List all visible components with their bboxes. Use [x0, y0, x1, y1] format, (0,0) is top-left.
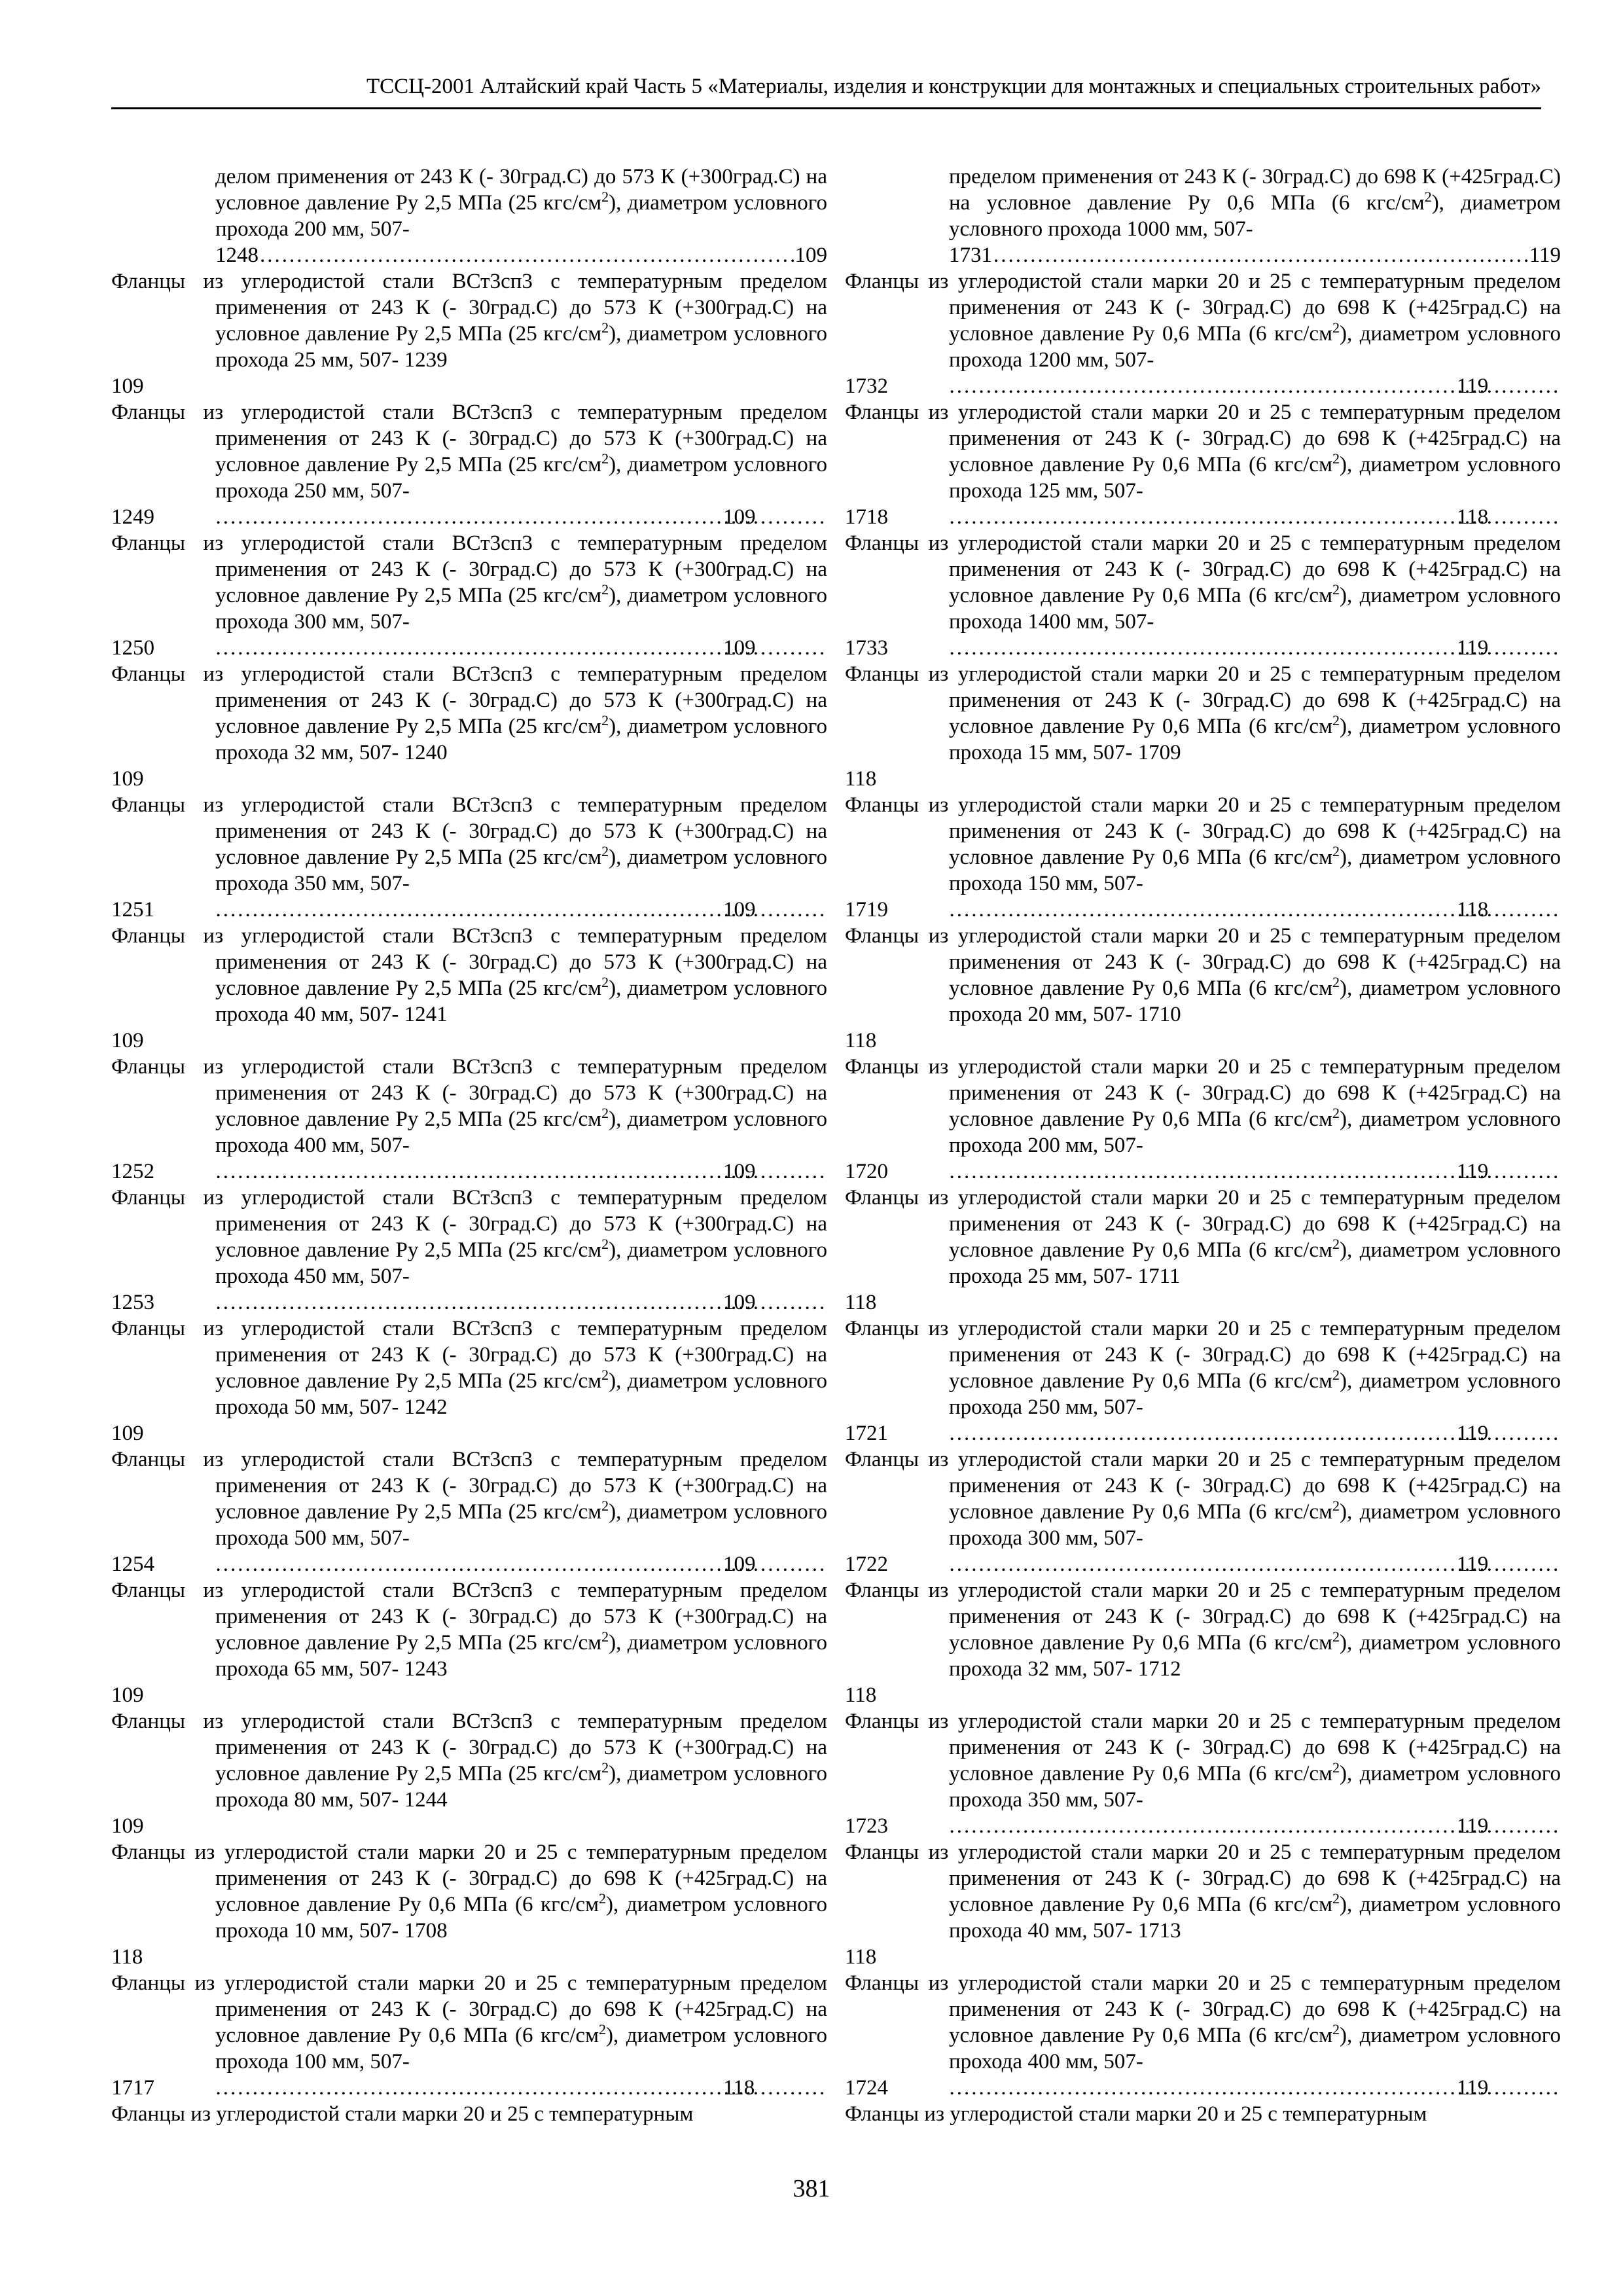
entry-code: 1731	[949, 243, 992, 267]
entry-reference: 1719 ..... 118	[949, 897, 1561, 923]
entry-reference	[215, 242, 827, 268]
index-column-right	[845, 164, 1561, 2127]
entry-text: Фланцы из углеродистой стали ВСт3сп3 с температурным пределом применения от 243 К (- 30град.С) до 573 К (+300град.С) на условное давление Ру 2,5 МПа (25 кгс/см	[111, 1448, 827, 1524]
superscript: 2	[601, 581, 609, 598]
entry-text-rest: ), диаметром условного прохода 125 мм, 507-	[949, 453, 1561, 503]
entry-text: Фланцы из углеродистой стали марки 20 и 25 с температурным	[111, 2102, 694, 2126]
entry-reference	[949, 242, 1561, 268]
index-entry	[111, 399, 827, 530]
entry-text: Фланцы из углеродистой стали марки 20 и 25 с температурным пределом применения от 243 К (- 30град.С) до 698 К (+425град.С) на условное давление Ру 0,6 МПа (6 кгс/см	[845, 531, 1561, 607]
entry-text-rest: ), диаметром условного прохода 32 мм, 507- 1240	[215, 715, 828, 764]
entry-reference	[111, 1944, 827, 1970]
entry-text-rest: ), диаметром условного прохода 300 мм, 507-	[949, 1500, 1561, 1550]
superscript: 2	[1332, 843, 1340, 859]
superscript: 2	[1332, 712, 1340, 728]
superscript: 2	[1332, 319, 1340, 336]
index-entry	[111, 1316, 827, 1446]
entry-page: 118	[111, 1945, 143, 1969]
index-entry	[845, 530, 1561, 661]
index-entry	[111, 661, 827, 792]
index-entry	[845, 2101, 1561, 2127]
entry-text: Фланцы из углеродистой стали марки 20 и 25 с температурным пределом применения от 243 К (- 30град.С) до 698 К (+425град.С) на условное давление Ру 0,6 МПа (6 кгс/см	[845, 270, 1561, 346]
entry-reference	[111, 373, 827, 399]
superscript: 2	[601, 974, 609, 990]
entry-text: Фланцы из углеродистой стали ВСт3сп3 с температурным пределом применения от 243 К (- 30град.С) до 573 К (+300град.С) на условное давление Ру 2,5 МПа (25 кгс/см	[111, 793, 827, 869]
entry-text: Фланцы из углеродистой стали марки 20 и 25 с температурным пределом применения от 243 К (- 30град.С) до 698 К (+425град.С) на условное давление Ру 0,6 МПа (6 кгс/см	[845, 793, 1561, 869]
entry-text-rest: ), диаметром условного прохода 500 мм, 507-	[215, 1500, 828, 1550]
entry-text-rest: ), диаметром условного прохода 300 мм, 507-	[215, 584, 828, 634]
index-entry	[111, 1054, 827, 1185]
entry-text: Фланцы из углеродистой стали ВСт3сп3 с температурным пределом применения от 243 К (- 30град.С) до 573 К (+300град.С) на условное давление Ру 2,5 МПа (25 кгс/см	[111, 924, 827, 1000]
entry-reference: 1253 ..... 109	[215, 1289, 827, 1316]
entry-page: 118	[845, 1945, 877, 1969]
entry-text-rest: ), диаметром условного прохода 450 мм, 507-	[215, 1238, 828, 1288]
index-entry	[111, 1185, 827, 1316]
entry-reference: 1249 ..... 109	[215, 504, 827, 530]
index-entry	[845, 164, 1561, 268]
entry-text-rest: ), диаметром условного прохода 400 мм, 507-	[215, 1107, 828, 1157]
entry-reference	[845, 1682, 1561, 1708]
index-entry	[845, 1054, 1561, 1185]
entry-reference	[845, 1028, 1561, 1054]
superscript: 2	[601, 1105, 609, 1121]
superscript: 2	[1332, 1498, 1340, 1514]
entry-page: 109	[111, 374, 144, 398]
entry-reference: 1733 ..... 119	[949, 635, 1561, 661]
entry-reference: 1722 ..... 119	[949, 1551, 1561, 1577]
entry-reference	[845, 1289, 1561, 1316]
index-column-left	[111, 164, 827, 2127]
superscript: 2	[1332, 1105, 1340, 1121]
entry-text: Фланцы из углеродистой стали марки 20 и 25 с температурным пределом применения от 243 К (- 30град.С) до 698 К (+425град.С) на условное давление Ру 0,6 МПа (6 кгс/см	[845, 1448, 1561, 1524]
entry-text: Фланцы из углеродистой стали ВСт3сп3 с температурным пределом применения от 243 К (- 30град.С) до 573 К (+300град.С) на условное давление Ру 2,5 МПа (25 кгс/см	[111, 662, 827, 738]
entry-text-rest: ), диаметром условного прохода 250 мм, 507-	[215, 453, 828, 503]
superscript: 2	[601, 1628, 609, 1645]
entry-text-rest: ), диаметром условного прохода 10 мм, 507- 1708	[215, 1893, 828, 1943]
entry-reference: 1718 ..... 118	[949, 504, 1561, 530]
entry-reference: 1252 ..... 109	[215, 1158, 827, 1185]
entry-text-rest: ), диаметром условного прохода 15 мм, 507- 1709	[949, 715, 1561, 764]
index-entry	[845, 923, 1561, 1054]
entry-reference	[111, 1813, 827, 1839]
entry-text-rest: ), диаметром условного прохода 20 мм, 507- 1710	[949, 977, 1561, 1026]
entry-text-rest: ), диаметром условного прохода 40 мм, 507- 1713	[949, 1893, 1561, 1943]
index-entry	[845, 1316, 1561, 1446]
leader-dots	[993, 242, 1528, 268]
entry-text-rest: ), диаметром условного прохода 150 мм, 507-	[949, 846, 1561, 895]
entry-text: Фланцы из углеродистой стали марки 20 и 25 с температурным пределом применения от 243 К (- 30град.С) до 698 К (+425град.С) на условное давление Ру 0,6 МПа (6 кгс/см	[845, 1579, 1561, 1655]
entry-text-rest: ), диаметром условного прохода 200 мм, 507-	[949, 1107, 1561, 1157]
entry-text-rest: ), диаметром условного прохода 200 мм, 507-	[215, 191, 828, 241]
entry-text: Фланцы из углеродистой стали марки 20 и 25 с температурным пределом применения от 243 К (- 30град.С) до 698 К (+425град.С) на условное давление Ру 0,6 МПа (6 кгс/см	[845, 1710, 1561, 1785]
index-entry	[111, 1708, 827, 1839]
entry-reference: 1254 ..... 109	[215, 1551, 827, 1577]
entry-page: 109	[111, 1422, 144, 1445]
entry-text: Фланцы из углеродистой стали ВСт3сп3 с температурным пределом применения от 243 К (- 30град.С) до 573 К (+300град.С) на условное давление Ру 2,5 МПа (25 кгс/см	[111, 531, 827, 607]
entry-reference	[111, 1682, 827, 1708]
superscript: 2	[601, 188, 609, 205]
entry-text-rest: ), диаметром условного прохода 400 мм, 507-	[949, 2024, 1561, 2073]
entry-reference: 1720 ..... 119	[949, 1158, 1561, 1185]
entry-page: 109	[111, 767, 144, 791]
superscript: 2	[601, 450, 609, 467]
superscript: 2	[1332, 1628, 1340, 1645]
index-entry	[111, 792, 827, 923]
entry-reference: 1721 ..... 119	[949, 1420, 1561, 1446]
entry-text: делом применения от 243 К (- 30град.С) до 573 К (+300град.С) на условное давление Ру 2,5 МПа (25 кгс/см	[215, 165, 827, 215]
entry-text-rest: ), диаметром условного прохода 32 мм, 507- 1712	[949, 1631, 1561, 1681]
entry-text: Фланцы из углеродистой стали ВСт3сп3 с температурным пределом применения от 243 К (- 30град.С) до 573 К (+300град.С) на условное давление Ру 2,5 МПа (25 кгс/см	[111, 1186, 827, 1262]
entry-text-rest: ), диаметром условного прохода 250 мм, 507-	[949, 1369, 1561, 1419]
page-number: 381	[793, 2175, 830, 2202]
entry-page: 118	[845, 1029, 877, 1052]
entry-text-rest: ), диаметром условного прохода 1400 мм, 507-	[949, 584, 1561, 634]
entry-text-rest: ), диаметром условного прохода 350 мм, 507-	[215, 846, 828, 895]
header-title: ТССЦ-2001 Алтайский край Часть 5 «Материалы, изделия и конструкции для монтажных и специальных строительных работ»	[366, 75, 1541, 98]
superscript: 2	[1332, 974, 1340, 990]
superscript: 2	[601, 843, 609, 859]
index-entry	[111, 1839, 827, 1970]
entry-code: 1248	[215, 243, 259, 267]
entry-page: 109	[794, 243, 827, 267]
superscript: 2	[598, 2021, 606, 2037]
entry-text: Фланцы из углеродистой стали марки 20 и 25 с температурным пределом применения от 243 К (- 30град.С) до 698 К (+425град.С) на условное давление Ру 0,6 МПа (6 кгс/см	[845, 1317, 1561, 1393]
entry-text: Фланцы из углеродистой стали марки 20 и 25 с температурным пределом применения от 243 К (- 30град.С) до 698 К (+425град.С) на условное давление Ру 0,6 МПа (6 кгс/см	[845, 1971, 1561, 2047]
entry-page: 109	[111, 1029, 144, 1052]
superscript: 2	[601, 1498, 609, 1514]
index-entry	[111, 1970, 827, 2101]
entry-text-rest: ), диаметром условного прохода 40 мм, 507- 1241	[215, 977, 828, 1026]
index-entry	[111, 530, 827, 661]
superscript: 2	[1332, 1759, 1340, 1776]
superscript: 2	[601, 1367, 609, 1383]
superscript: 2	[598, 1890, 606, 1907]
entry-text-rest: ), диаметром условного прохода 100 мм, 507-	[215, 2024, 828, 2073]
entry-text: Фланцы из углеродистой стали ВСт3сп3 с температурным пределом применения от 243 К (- 30град.С) до 573 К (+300град.С) на условное давление Ру 2,5 МПа (25 кгс/см	[111, 1579, 827, 1655]
entry-page: 109	[111, 1814, 144, 1838]
entry-reference: 1717 ..... 118	[215, 2075, 827, 2101]
index-entry	[111, 164, 827, 268]
entry-text: Фланцы из углеродистой стали марки 20 и 25 с температурным пределом применения от 243 К (- 30град.С) до 698 К (+425град.С) на условное давление Ру 0,6 МПа (6 кгс/см	[845, 1186, 1561, 1262]
entry-page: 118	[845, 767, 877, 791]
index-entry	[111, 2101, 827, 2127]
entry-text-rest: ), диаметром условного прохода 25 мм, 507- 1239	[215, 322, 828, 372]
index-entry	[845, 399, 1561, 530]
entry-reference	[111, 1028, 827, 1054]
entry-reference: 1724 ..... 119	[949, 2075, 1561, 2101]
entry-text: Фланцы из углеродистой стали марки 20 и 25 с температурным пределом применения от 243 К (- 30град.С) до 698 К (+425град.С) на условное давление Ру 0,6 МПа (6 кгс/см	[111, 1840, 827, 1916]
entry-text: Фланцы из углеродистой стали ВСт3сп3 с температурным пределом применения от 243 К (- 30град.С) до 573 К (+300град.С) на условное давление Ру 2,5 МПа (25 кгс/см	[111, 270, 827, 346]
entry-text-rest: ), диаметром условного прохода 65 мм, 507- 1243	[215, 1631, 828, 1681]
index-entry	[845, 268, 1561, 399]
superscript: 2	[1332, 1367, 1340, 1383]
superscript: 2	[1332, 2021, 1340, 2037]
superscript: 2	[601, 319, 609, 336]
superscript: 2	[1332, 1236, 1340, 1252]
entry-text: Фланцы из углеродистой стали ВСт3сп3 с температурным пределом применения от 243 К (- 30град.С) до 573 К (+300град.С) на условное давление Ру 2,5 МПа (25 кгс/см	[111, 401, 827, 476]
entry-text-rest: ), диаметром условного прохода 1200 мм, 507-	[949, 322, 1561, 372]
entry-text: Фланцы из углеродистой стали марки 20 и 25 с температурным пределом применения от 243 К (- 30град.С) до 698 К (+425град.С) на условное давление Ру 0,6 МПа (6 кгс/см	[111, 1971, 827, 2047]
index-entry	[845, 1577, 1561, 1708]
entry-text: Фланцы из углеродистой стали ВСт3сп3 с температурным пределом применения от 243 К (- 30град.С) до 573 К (+300град.С) на условное давление Ру 2,5 МПа (25 кгс/см	[111, 1055, 827, 1131]
entry-reference: 1250 ..... 109	[215, 635, 827, 661]
entry-text: Фланцы из углеродистой стали марки 20 и 25 с температурным пределом применения от 243 К (- 30град.С) до 698 К (+425град.С) на условное давление Ру 0,6 МПа (6 кгс/см	[845, 662, 1561, 738]
entry-text: Фланцы из углеродистой стали марки 20 и 25 с температурным пределом применения от 243 К (- 30град.С) до 698 К (+425град.С) на условное давление Ру 0,6 МПа (6 кгс/см	[845, 401, 1561, 476]
superscript: 2	[601, 712, 609, 728]
entry-reference: 1723 ..... 119	[949, 1813, 1561, 1839]
entry-text: Фланцы из углеродистой стали ВСт3сп3 с температурным пределом применения от 243 К (- 30град.С) до 573 К (+300град.С) на условное давление Ру 2,5 МПа (25 кгс/см	[111, 1710, 827, 1785]
entry-text-rest: ), диаметром условного прохода 80 мм, 507- 1244	[215, 1762, 828, 1812]
entry-text-rest: ), диаметром условного прохода 50 мм, 507- 1242	[215, 1369, 828, 1419]
entry-reference	[845, 1944, 1561, 1970]
entry-reference: 1732 ..... 119	[949, 373, 1561, 399]
index-entry	[845, 1839, 1561, 1970]
superscript: 2	[601, 1236, 609, 1252]
entry-text: Фланцы из углеродистой стали ВСт3сп3 с температурным пределом применения от 243 К (- 30град.С) до 573 К (+300град.С) на условное давление Ру 2,5 МПа (25 кгс/см	[111, 1317, 827, 1393]
entry-reference	[111, 766, 827, 792]
entry-page: 109	[111, 1683, 144, 1707]
index-entry	[111, 1446, 827, 1577]
index-entry	[845, 1446, 1561, 1577]
index-entry	[845, 1970, 1561, 2101]
entry-text: Фланцы из углеродистой стали марки 20 и 25 с температурным пределом применения от 243 К (- 30град.С) до 698 К (+425град.С) на условное давление Ру 0,6 МПа (6 кгс/см	[845, 924, 1561, 1000]
page-header	[111, 65, 1541, 109]
superscript: 2	[1332, 581, 1340, 598]
entry-page: 118	[845, 1683, 877, 1707]
entry-text: Фланцы из углеродистой стали марки 20 и 25 с температурным пределом применения от 243 К (- 30град.С) до 698 К (+425град.С) на условное давление Ру 0,6 МПа (6 кгс/см	[845, 1055, 1561, 1131]
index-entry	[845, 1708, 1561, 1839]
superscript: 2	[1332, 450, 1340, 467]
entry-text-rest: ), диаметром условного прохода 350 мм, 507-	[949, 1762, 1561, 1812]
entry-page: 119	[1529, 243, 1561, 267]
entry-text: Фланцы из углеродистой стали марки 20 и 25 с температурным пределом применения от 243 К (- 30град.С) до 698 К (+425град.С) на условное давление Ру 0,6 МПа (6 кгс/см	[845, 1840, 1561, 1916]
index-entry	[111, 923, 827, 1054]
entry-reference	[111, 1420, 827, 1446]
entry-reference	[845, 766, 1561, 792]
index-entry	[845, 661, 1561, 792]
index-entry	[845, 792, 1561, 923]
index-entry	[111, 1577, 827, 1708]
entry-text: Фланцы из углеродистой стали марки 20 и 25 с температурным	[845, 2102, 1427, 2126]
superscript: 2	[1332, 1890, 1340, 1907]
entry-text-rest: ), диаметром условного прохода 1000 мм, 507-	[949, 191, 1561, 241]
entry-reference: 1251 ..... 109	[215, 897, 827, 923]
index-entry	[111, 268, 827, 399]
entry-text-rest: ), диаметром условного прохода 25 мм, 507- 1711	[949, 1238, 1561, 1288]
superscript: 2	[601, 1759, 609, 1776]
leader-dots	[260, 242, 794, 268]
index-entry	[845, 1185, 1561, 1316]
entry-page: 118	[845, 1291, 877, 1314]
superscript: 2	[1424, 188, 1432, 205]
entry-text: пределом применения от 243 К (- 30град.С) до 698 К (+425град.С) на условное давление Ру 0,6 МПа (6 кгс/см	[949, 165, 1561, 215]
